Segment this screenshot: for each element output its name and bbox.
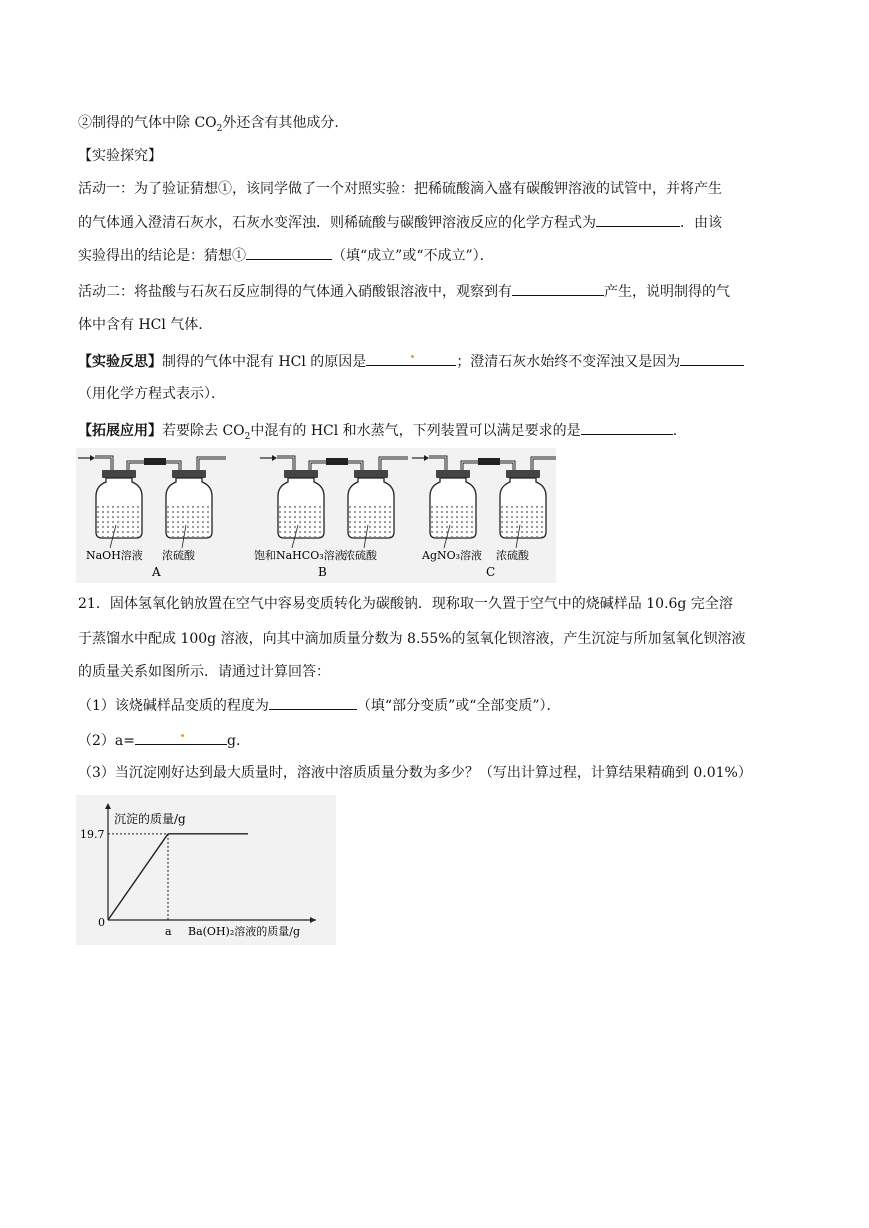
apparatus-a-liquid1: NaOH溶液 xyxy=(86,549,143,562)
x-tick-label: a xyxy=(165,925,172,938)
answer-blank-equation-2[interactable] xyxy=(680,351,744,366)
apparatus-c-option: C xyxy=(486,565,496,579)
apparatus-a-option: A xyxy=(152,565,161,579)
apparatus-c-liquid1: AgNO₃溶液 xyxy=(422,549,483,562)
reflection-text: 【实验反思】制得的气体中混有 HCl 的原因是 ；澄清石灰水始终不变浑浊又是因为 xyxy=(78,351,744,372)
answer-blank-a-value[interactable] xyxy=(135,730,227,745)
answer-blank-reason[interactable] xyxy=(366,351,456,366)
q21-text-2: 于蒸馏水中配成 100g 溶液，向其中滴加质量分数为 8.55%的氢氧化钡溶液，产生沉淀与所加氢氧化钡溶液 xyxy=(78,631,746,647)
answer-blank-degree[interactable] xyxy=(269,695,357,710)
y-axis-label: 沉淀的质量/g xyxy=(114,812,186,826)
q21-text-3: 的质量关系如图所示．请通过计算回答： xyxy=(78,664,330,680)
q21-part-2: （2）a= g. xyxy=(78,730,240,751)
q21-part-1: （1）该烧碱样品变质的程度为 （填“部分变质”或“全部变质”）． xyxy=(78,695,561,716)
marker-dot xyxy=(181,734,184,737)
marker-dot xyxy=(411,355,414,358)
answer-blank-device[interactable] xyxy=(581,420,673,435)
apparatus-b-liquid2: 浓硫酸 xyxy=(344,549,377,562)
activity-two-text: 活动二：将盐酸与石灰石反应制得的气体通入硝酸银溶液中，观察到有 产生，说明制得的气 xyxy=(78,281,730,302)
origin-label: 0 xyxy=(98,916,105,929)
apparatus-b-liquid1: 饱和NaHCO₃溶液 xyxy=(254,549,346,562)
line-gas-components: ②制得的气体中除 $CO_2$外还含有其他成分. xyxy=(78,115,339,134)
answer-blank-conclusion[interactable] xyxy=(246,245,332,260)
activity-one-conclusion: 实验得出的结论是：猜想① （填“成立”或“不成立”）． xyxy=(78,245,494,266)
activity-two-text-2: 体中含有 HCl 气体. xyxy=(78,317,203,333)
q21-part-3: （3）当沉淀刚好达到最大质量时，溶液中溶质质量分数为多少？（写出计算过程，计算结果精确到 0.01%） xyxy=(78,765,752,781)
precipitate-chart xyxy=(76,795,336,945)
y-tick-label: 19.7 xyxy=(80,827,105,841)
apparatus-c-liquid2: 浓硫酸 xyxy=(496,549,529,562)
activity-one-text: 活动一：为了验证猜想①，该同学做了一个对照实验：把稀硫酸滴入盛有碳酸钾溶液的试管中，并将产生 xyxy=(78,181,722,197)
reflection-text-2: （用化学方程式表示）． xyxy=(78,386,225,402)
answer-blank-equation[interactable] xyxy=(596,212,680,227)
q21-text-1: 21．固体氢氧化钠放置在空气中容易变质转化为碳酸钠．现称取一久置于空气中的烧碱样品 10.6g 完全溶 xyxy=(78,596,733,612)
section-heading-experiment: 【实验探究】 xyxy=(78,148,162,164)
apparatus-figure xyxy=(76,448,556,583)
x-axis-label: Ba(OH)₂溶液的质量/g xyxy=(188,925,300,938)
application-text: 【拓展应用】若要除去 $CO_2$中混有的 HCl 和水蒸气，下列装置可以满足要求的是 . xyxy=(78,420,677,447)
answer-blank-precipitate[interactable] xyxy=(512,281,604,296)
activity-one-text-2: 的气体通入澄清石灰水，石灰水变浑浊．则稀硫酸与碳酸钾溶液反应的化学方程式为 ．由该 xyxy=(78,212,722,233)
apparatus-b-option: B xyxy=(318,565,327,579)
apparatus-a-liquid2: 浓硫酸 xyxy=(162,549,195,562)
